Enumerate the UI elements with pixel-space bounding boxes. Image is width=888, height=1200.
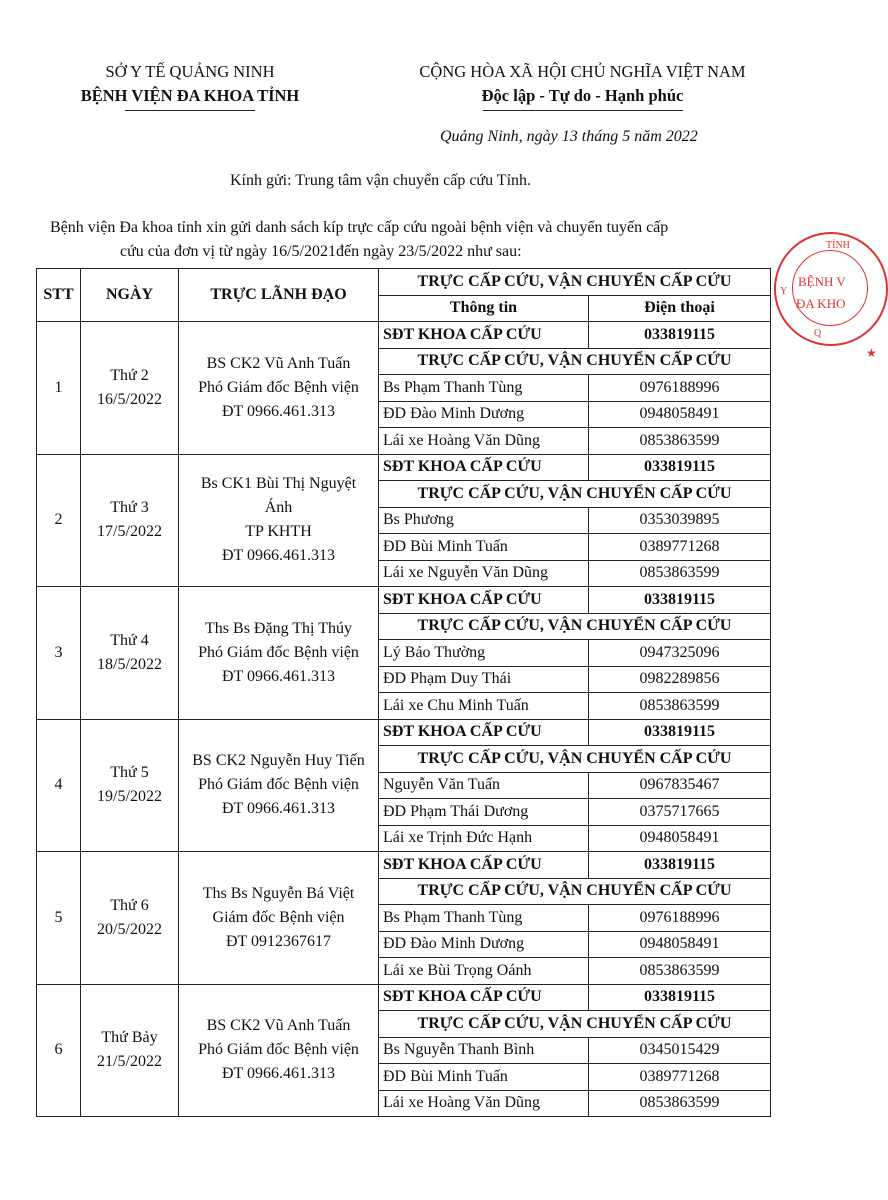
cell-hotline: 033819115: [589, 587, 771, 614]
leader-line: Phó Giám đốc Bệnh viện: [198, 1041, 359, 1059]
stamp-left: Y: [780, 286, 788, 297]
cell-staff-phone: 0353039895: [589, 507, 771, 534]
cell-staff-name: Lái xe Bùi Trọng Oánh: [379, 958, 589, 985]
leader-line: BS CK2 Vũ Anh Tuấn: [206, 354, 351, 372]
cell-staff-name: ĐD Đào Minh Dương: [379, 931, 589, 958]
cell-staff-name: Lái xe Trịnh Đức Hạnh: [379, 825, 589, 852]
cell-staff-phone: 0967835467: [589, 772, 771, 799]
leader-line: Ánh: [264, 499, 293, 517]
intro-paragraph: [50, 216, 770, 264]
cell-weekday: Thứ 3: [110, 499, 149, 517]
leader-line: ĐT 0966.461.313: [221, 1065, 336, 1083]
cell-hotline: 033819115: [589, 984, 771, 1011]
table-row: [37, 852, 771, 879]
leader-line: Bs CK1 Bùi Thị Nguyệt: [200, 475, 357, 493]
cell-staff-phone: 0345015429: [589, 1037, 771, 1064]
cell-staff-phone: 0853863599: [589, 693, 771, 720]
intro-line2: cứu của đơn vị từ ngày 16/5/2021đến ngày 23/5/2022 như sau:: [120, 243, 522, 260]
cell-staff-name: Lái xe Nguyễn Văn Dũng: [379, 560, 589, 587]
cell-hotline-label: SĐT KHOA CẤP CỨU: [379, 454, 589, 481]
cell-hotline: 033819115: [589, 719, 771, 746]
cell-staff-phone: 0389771268: [589, 1064, 771, 1091]
cell-stt: 6: [37, 984, 81, 1117]
cell-staff-name: ĐD Bùi Minh Tuấn: [379, 1064, 589, 1091]
cell-staff-name: Lái xe Hoàng Văn Dũng: [379, 428, 589, 455]
cell-team-label: TRỰC CẤP CỨU, VẬN CHUYỂN CẤP CỨU: [379, 481, 771, 508]
table-body: [37, 322, 771, 1117]
col-group: TRỰC CẤP CỨU, VẬN CHUYỂN CẤP CỨU: [379, 269, 771, 296]
leader-line: ĐT 0966.461.313: [221, 667, 336, 685]
cell-stt: 3: [37, 587, 81, 720]
nation-underline: [483, 110, 683, 111]
cell-staff-phone: 0853863599: [589, 958, 771, 985]
leader-line: Ths Bs Đặng Thị Thúy: [205, 619, 352, 637]
org-line2: BỆNH VIỆN ĐA KHOA TỈNH: [80, 86, 300, 105]
cell-hotline-label: SĐT KHOA CẤP CỨU: [379, 587, 589, 614]
leader-line: ĐT 0912367617: [225, 932, 332, 950]
cell-team-label: TRỰC CẤP CỨU, VẬN CHUYỂN CẤP CỨU: [379, 746, 771, 773]
leader-line: BS CK2 Vũ Anh Tuấn: [206, 1017, 351, 1035]
cell-date: 18/5/2022: [97, 655, 162, 673]
nation-header: [385, 60, 780, 111]
stamp-star-icon: ★: [866, 346, 877, 360]
cell-hotline-label: SĐT KHOA CẤP CỨU: [379, 984, 589, 1011]
table-row: [37, 984, 771, 1011]
table-row: [37, 719, 771, 746]
cell-staff-name: Bs Phương: [379, 507, 589, 534]
cell-day: [81, 984, 179, 1117]
cell-staff-name: ĐD Bùi Minh Tuấn: [379, 534, 589, 561]
cell-stt: 5: [37, 852, 81, 985]
cell-staff-phone: 0375717665: [589, 799, 771, 826]
cell-date: 20/5/2022: [97, 920, 162, 938]
cell-staff-phone: 0389771268: [589, 534, 771, 561]
leader-line: Phó Giám đốc Bệnh viện: [198, 643, 359, 661]
cell-leader: [179, 852, 379, 985]
cell-leader: [179, 719, 379, 852]
cell-weekday: Thứ 6: [110, 896, 149, 914]
cell-date: 17/5/2022: [97, 523, 162, 541]
org-line1: SỞ Y TẾ QUẢNG NINH: [105, 62, 275, 81]
cell-staff-phone: 0853863599: [589, 1090, 771, 1117]
cell-weekday: Thứ 4: [110, 631, 149, 649]
cell-staff-name: ĐD Đào Minh Dương: [379, 401, 589, 428]
greeting: Kính gửi: Trung tâm vận chuyển cấp cứu Tỉnh.: [230, 172, 532, 189]
cell-staff-name: Bs Phạm Thanh Tùng: [379, 905, 589, 932]
leader-line: TP KHTH: [245, 523, 312, 541]
cell-hotline-label: SĐT KHOA CẤP CỨU: [379, 852, 589, 879]
cell-hotline: 033819115: [589, 852, 771, 879]
cell-staff-phone: 0976188996: [589, 375, 771, 402]
cell-stt: 2: [37, 454, 81, 587]
cell-staff-phone: 0948058491: [589, 401, 771, 428]
cell-day: [81, 719, 179, 852]
table-row: [37, 587, 771, 614]
leader-line: Phó Giám đốc Bệnh viện: [198, 378, 359, 396]
cell-staff-name: Bs Nguyễn Thanh Bình: [379, 1037, 589, 1064]
leader-line: Ths Bs Nguyễn Bá Việt: [202, 884, 355, 902]
cell-leader: [179, 587, 379, 720]
cell-staff-name: ĐD Phạm Duy Thái: [379, 666, 589, 693]
red-stamp: [774, 232, 888, 360]
intro-line1: Bệnh viện Đa khoa tỉnh xin gửi danh sách kíp trực cấp cứu ngoài bệnh viện và chuyển tuyến cấp: [50, 219, 669, 236]
cell-stt: 1: [37, 322, 81, 455]
cell-date: 21/5/2022: [97, 1053, 162, 1071]
col-day: NGÀY: [81, 269, 179, 322]
org-header: [60, 60, 320, 111]
cell-date: 19/5/2022: [97, 788, 162, 806]
cell-staff-name: Bs Phạm Thanh Tùng: [379, 375, 589, 402]
cell-hotline-label: SĐT KHOA CẤP CỨU: [379, 719, 589, 746]
nation-line2: Độc lập - Tự do - Hạnh phúc: [481, 86, 684, 105]
document-date: Quảng Ninh, ngày 13 tháng 5 năm 2022: [440, 128, 698, 145]
cell-stt: 4: [37, 719, 81, 852]
table-header-row: [37, 269, 771, 296]
nation-line1: CỘNG HÒA XÃ HỘI CHỦ NGHĨA VIỆT NAM: [419, 62, 746, 81]
cell-day: [81, 322, 179, 455]
cell-staff-name: Nguyễn Văn Tuấn: [379, 772, 589, 799]
stamp-line2: ĐA KHO: [796, 296, 846, 311]
col-leader: TRỰC LÃNH ĐẠO: [179, 269, 379, 322]
col-stt: STT: [37, 269, 81, 322]
cell-weekday: Thứ 5: [110, 764, 149, 782]
cell-day: [81, 454, 179, 587]
cell-team-label: TRỰC CẤP CỨU, VẬN CHUYỂN CẤP CỨU: [379, 1011, 771, 1038]
cell-staff-phone: 0853863599: [589, 560, 771, 587]
cell-team-label: TRỰC CẤP CỨU, VẬN CHUYỂN CẤP CỨU: [379, 348, 771, 375]
cell-staff-name: ĐD Phạm Thái Dương: [379, 799, 589, 826]
cell-staff-phone: 0948058491: [589, 931, 771, 958]
cell-team-label: TRỰC CẤP CỨU, VẬN CHUYỂN CẤP CỨU: [379, 878, 771, 905]
stamp-top: TỈNH: [826, 240, 850, 251]
cell-date: 16/5/2022: [97, 390, 162, 408]
cell-leader: [179, 454, 379, 587]
cell-leader: [179, 984, 379, 1117]
cell-hotline-label: SĐT KHOA CẤP CỨU: [379, 322, 589, 349]
leader-line: ĐT 0966.461.313: [221, 800, 336, 818]
cell-weekday: Thứ 2: [110, 366, 149, 384]
cell-staff-phone: 0947325096: [589, 640, 771, 667]
leader-line: Giám đốc Bệnh viện: [212, 908, 345, 926]
leader-line: BS CK2 Nguyễn Huy Tiến: [192, 752, 365, 770]
duty-schedule-table: [36, 268, 771, 1117]
cell-day: [81, 852, 179, 985]
cell-hotline: 033819115: [589, 322, 771, 349]
cell-team-label: TRỰC CẤP CỨU, VẬN CHUYỂN CẤP CỨU: [379, 613, 771, 640]
leader-line: ĐT 0966.461.313: [221, 547, 336, 565]
cell-staff-phone: 0982289856: [589, 666, 771, 693]
leader-line: ĐT 0966.461.313: [221, 402, 336, 420]
cell-day: [81, 587, 179, 720]
cell-staff-phone: 0976188996: [589, 905, 771, 932]
stamp-bottom: Q: [814, 328, 822, 339]
cell-weekday: Thứ Bảy: [101, 1029, 158, 1047]
stamp-line1: BỆNH V: [798, 274, 846, 289]
col-info: Thông tin: [379, 295, 589, 322]
cell-staff-phone: 0853863599: [589, 428, 771, 455]
cell-staff-name: Lái xe Hoàng Văn Dũng: [379, 1090, 589, 1117]
leader-line: Phó Giám đốc Bệnh viện: [198, 776, 359, 794]
cell-staff-phone: 0948058491: [589, 825, 771, 852]
col-phone: Điện thoại: [589, 295, 771, 322]
cell-hotline: 033819115: [589, 454, 771, 481]
table-row: [37, 322, 771, 349]
cell-leader: [179, 322, 379, 455]
org-underline: [125, 110, 255, 111]
table-row: [37, 454, 771, 481]
cell-staff-name: Lái xe Chu Minh Tuấn: [379, 693, 589, 720]
cell-staff-name: Lý Bảo Thường: [379, 640, 589, 667]
